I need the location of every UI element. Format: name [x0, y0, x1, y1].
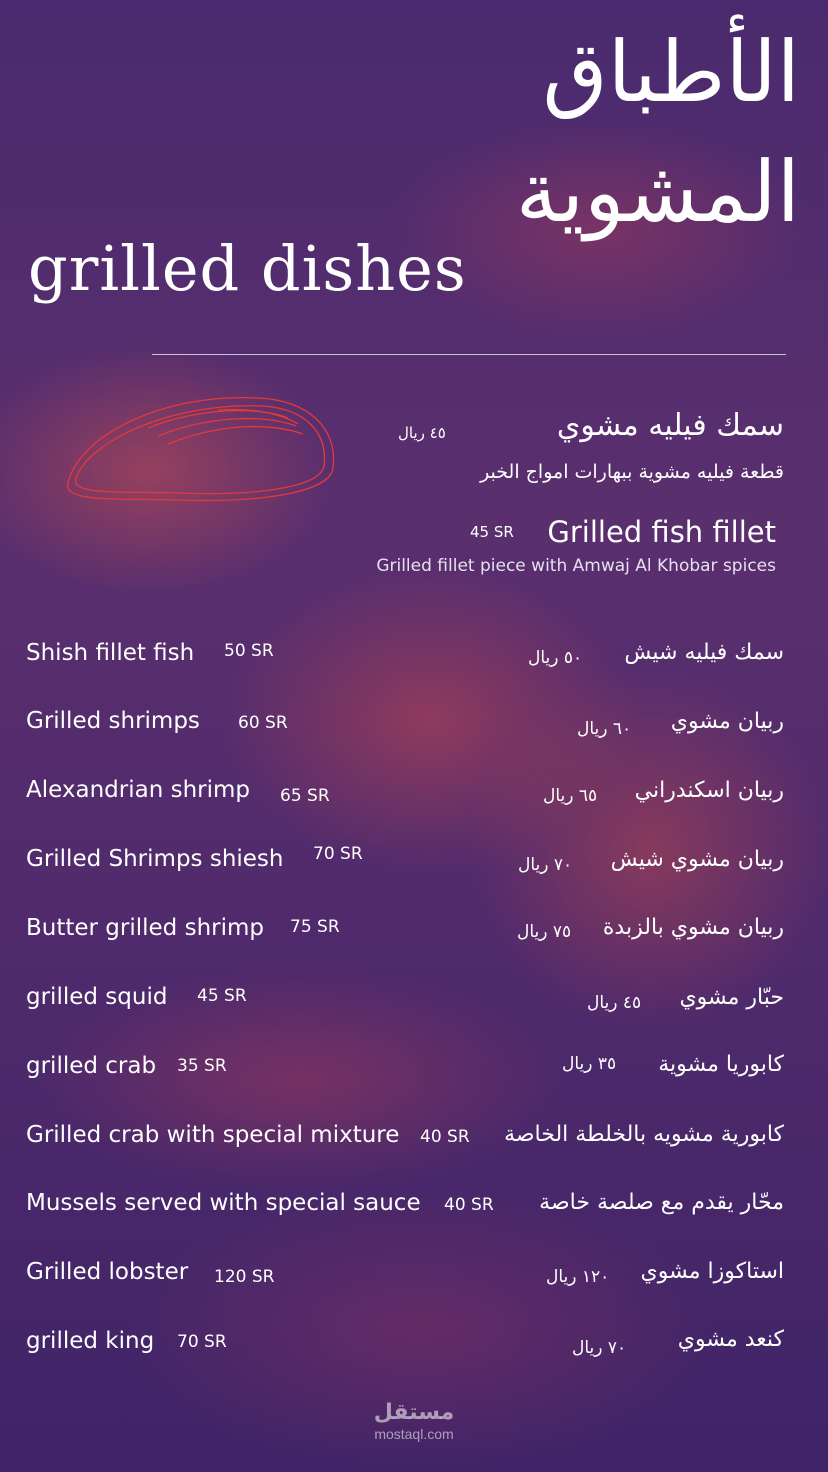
item-name-english: Butter grilled shrimp: [26, 915, 265, 941]
item-price-english: 70 SR: [177, 1332, 227, 1352]
item-name-arabic: استاكوزا مشوي: [640, 1259, 784, 1284]
item-price-english: 60 SR: [238, 713, 288, 733]
watermark-logo: مستقل: [373, 1400, 455, 1425]
item-price-english: 50 SR: [224, 641, 274, 661]
item-name-arabic: ربيان مشوي: [670, 709, 784, 734]
item-price-arabic: ٦٥ ريال: [543, 786, 598, 806]
item-price-arabic: ٧٠ ريال: [572, 1338, 627, 1358]
item-price-arabic: ٥٠ ريال: [528, 648, 583, 668]
mostaql-watermark: [0, 1402, 828, 1442]
featured-name-english: Grilled fish fillet: [547, 515, 776, 549]
title-english: grilled dishes: [28, 232, 467, 305]
item-name-english: Grilled crab with special mixture: [26, 1122, 400, 1148]
item-name-arabic: كنعد مشوي: [677, 1327, 784, 1352]
item-price-english: 45 SR: [197, 986, 247, 1006]
fish-sketch-icon: [58, 388, 348, 508]
title-arabic-line2: المشوية: [515, 143, 800, 241]
item-name-arabic: ربيان اسكندراني: [634, 778, 784, 803]
item-price-english: 40 SR: [444, 1195, 494, 1215]
item-name-english: Grilled shrimps: [26, 708, 200, 734]
item-name-english: Alexandrian shrimp: [26, 777, 250, 803]
item-name-english: Shish fillet fish: [26, 640, 195, 666]
item-price-english: 75 SR: [290, 917, 340, 937]
featured-name-arabic: سمك فيليه مشوي: [556, 408, 784, 443]
watermark-url: mostaql.com: [374, 1426, 454, 1442]
item-name-arabic: كابوريا مشوية: [658, 1052, 784, 1077]
item-name-english: Grilled Shrimps shiesh: [26, 846, 284, 872]
item-price-arabic: ٣٥ ريال: [562, 1054, 617, 1074]
featured-description-english: Grilled fillet piece with Amwaj Al Khobar spices: [376, 556, 776, 576]
item-price-english: 65 SR: [280, 786, 330, 806]
item-name-english: grilled squid: [26, 984, 168, 1010]
featured-description-arabic: قطعة فيليه مشوية ببهارات امواج الخبر: [480, 461, 784, 483]
item-price-arabic: ٤٥ ريال: [587, 993, 642, 1013]
featured-price-english: 45 SR: [470, 523, 514, 541]
item-name-english: grilled crab: [26, 1053, 157, 1079]
item-name-english: Grilled lobster: [26, 1259, 189, 1285]
item-name-arabic: كابورية مشويه بالخلطة الخاصة: [504, 1122, 784, 1147]
item-price-arabic: ١٢٠ ريال: [546, 1267, 610, 1287]
item-price-arabic: ٦٠ ريال: [577, 719, 632, 739]
divider-line: [152, 354, 786, 355]
item-name-english: Mussels served with special sauce: [26, 1190, 421, 1216]
item-name-arabic: ربيان مشوي بالزبدة: [602, 915, 784, 940]
item-price-english: 35 SR: [177, 1056, 227, 1076]
item-price-english: 120 SR: [214, 1267, 275, 1287]
item-price-arabic: ٧٠ ريال: [518, 855, 573, 875]
item-price-english: 70 SR: [313, 844, 363, 864]
item-name-arabic: ربيان مشوي شيش: [610, 847, 784, 872]
item-price-english: 40 SR: [420, 1127, 470, 1147]
item-name-arabic: حبّار مشوي: [679, 985, 784, 1010]
item-name-arabic: محّار يقدم مع صلصة خاصة: [539, 1190, 784, 1215]
item-name-arabic: سمك فيليه شيش: [624, 640, 784, 665]
featured-price-arabic: ٤٥ ريال: [398, 424, 446, 442]
item-price-arabic: ٧٥ ريال: [517, 922, 572, 942]
title-arabic-line1: الأطباق: [542, 23, 800, 121]
item-name-english: grilled king: [26, 1328, 155, 1354]
